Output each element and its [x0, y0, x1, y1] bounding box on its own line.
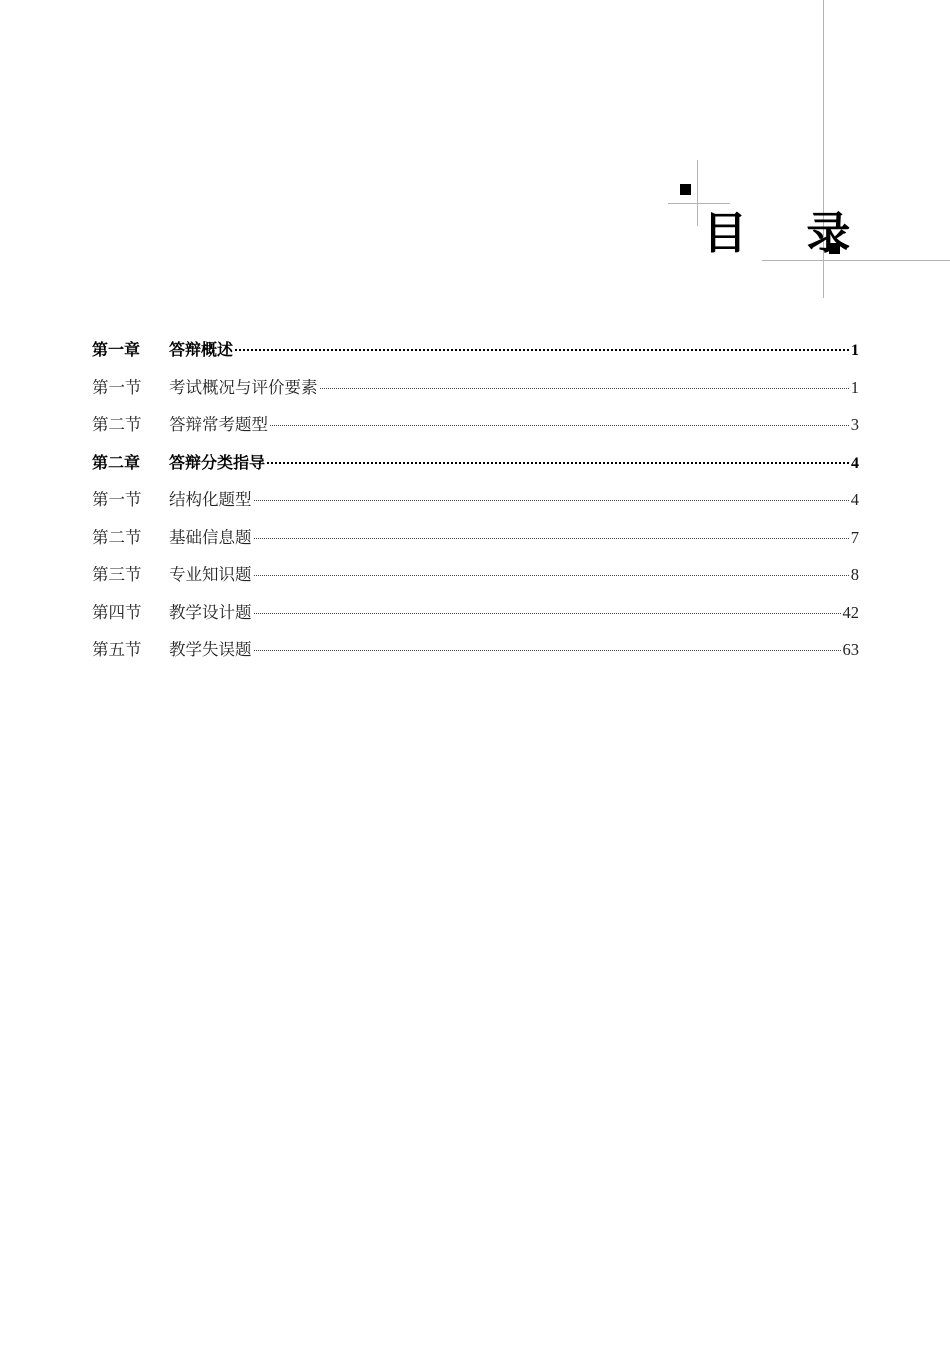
toc-entry-title: 结构化题型: [169, 490, 252, 509]
toc-entry-section-2-2[interactable]: [92, 519, 859, 557]
toc-entry-section-1-2[interactable]: [92, 406, 859, 444]
toc-entry-page: 1: [850, 377, 859, 397]
toc-entry-title: 专业知识题: [169, 565, 252, 584]
toc-entry-title: 考试概况与评价要素: [169, 377, 318, 397]
header-horizontal-line-left: [668, 203, 730, 204]
toc-entry-section-2-3[interactable]: [92, 556, 859, 594]
toc-leader-dots: [267, 462, 849, 464]
page-title: 目 录: [703, 208, 873, 259]
toc-entry-title: 教学设计题: [169, 602, 252, 622]
toc-entry-section-2-5[interactable]: [92, 631, 859, 669]
toc-entry-number: 第五节: [92, 640, 142, 659]
toc-entry-page: 1: [851, 342, 859, 359]
toc-entry-page: 8: [850, 565, 859, 584]
toc-entry-section-2-4[interactable]: [92, 594, 859, 632]
toc-entry-title: 基础信息题: [169, 527, 252, 547]
toc-entry-chapter-1[interactable]: [92, 331, 859, 369]
toc-entry-section-2-1[interactable]: [92, 481, 859, 519]
toc-leader-dots: [254, 538, 849, 539]
toc-entry-title: 答辩分类指导: [169, 452, 266, 472]
toc-entry-title: 答辩常考题型: [169, 415, 268, 434]
toc-entry-number: 第二节: [92, 527, 142, 547]
toc-entry-page: 4: [850, 490, 859, 509]
toc-leader-dots: [270, 425, 849, 426]
toc-leader-dots: [254, 575, 849, 576]
toc-entry-number: 第一节: [92, 490, 142, 509]
toc-entry-page: 63: [842, 640, 859, 659]
toc-leader-dots: [235, 349, 849, 351]
toc-entry-number: 第四节: [92, 602, 142, 622]
toc-leader-dots: [254, 650, 841, 651]
header-square-left: [680, 184, 691, 195]
toc-entry-number: 第一章: [92, 340, 141, 359]
toc-entry-section-1-1[interactable]: [92, 369, 859, 407]
toc-entry-page: 42: [842, 602, 859, 622]
toc-entry-number: 第三节: [92, 565, 142, 584]
toc-entry-number: 第二节: [92, 415, 142, 434]
toc-entry-page: 3: [850, 415, 859, 434]
header-vertical-line-short: [697, 160, 698, 226]
toc-entry-number: 第二章: [92, 452, 141, 472]
table-of-contents: [92, 331, 859, 669]
toc-entry-title: 答辩概述: [169, 340, 234, 359]
toc-entry-number: 第一节: [92, 377, 142, 397]
toc-entry-title: 教学失误题: [169, 640, 252, 659]
toc-entry-page: 7: [850, 527, 859, 547]
toc-entry-page: 4: [851, 454, 859, 472]
toc-leader-dots: [254, 613, 841, 614]
toc-leader-dots: [320, 388, 849, 389]
toc-entry-chapter-2[interactable]: [92, 444, 859, 482]
toc-leader-dots: [254, 500, 849, 501]
